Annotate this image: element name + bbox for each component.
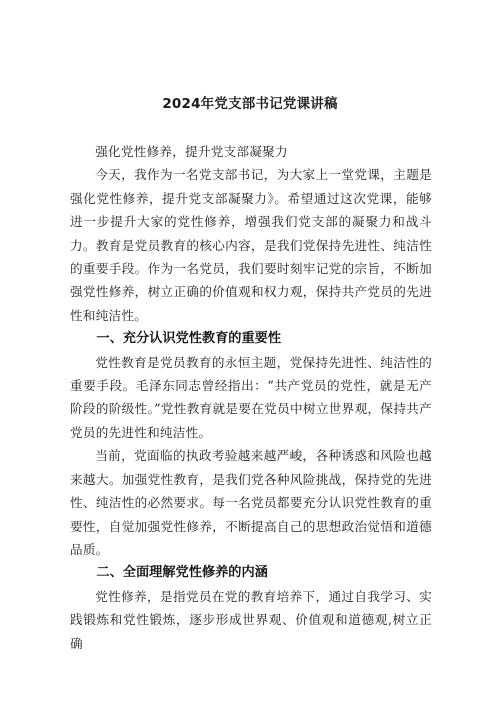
section-1-paragraph-1: 党性教育是党员教育的永恒主题，党保持先进性、纯洁性的重要手段。毛泽东同志曾经指出：“共产党员的党性，就是无产阶段的阶级性。”党性教育就是要在党员中树立世界观，保持共产党员的先进性和纯洁性。 [70,354,432,440]
document-subtitle: 强化党性修养，提升党支部凝聚力 [95,144,288,159]
document-body [70,140,432,655]
document-title: 2024年党支部书记党课讲稿 [162,96,338,112]
section-2-paragraph-1: 党性修养，是指党员在党的教育培养下，通过自我学习、实践锻炼和党性锻炼，逐步形成世界观、价值观和道德观,树立正确 [70,588,432,651]
intro-paragraph: 今天，我作为一名党支部书记，为大家上一堂党课，主题是强化党性修养，提升党支部凝聚力》。希望通过这次党课，能够进一步提升大家的党性修养，增强我们党支部的凝聚力和战斗力。教育是党员教育的核心内容，是我们党保持先进性、纯洁性的重要手段。作为一名党员，我们要时刻牢记党的宗旨，不断加强党性修养，树立正确的价值观和权力观，保持共产党员的先进性和纯洁性。 [70,167,432,323]
section-2-heading: 二、全面理解党性修养的内涵 [96,565,268,581]
section-1-paragraph-2: 当前，党面临的执政考验越来越严峻，各种诱惑和风险也越来越大。加强党性教育，是我们党各种风险挑战，保持党的先进性、纯洁性的必然要求。每一名党员都要充分认识党性教育的重要性，自觉加强党性修养，不断提高自己的思想政治觉悟和道德品质。 [70,448,432,557]
section-1-heading: 一、充分认识党性教育的重要性 [96,331,282,347]
